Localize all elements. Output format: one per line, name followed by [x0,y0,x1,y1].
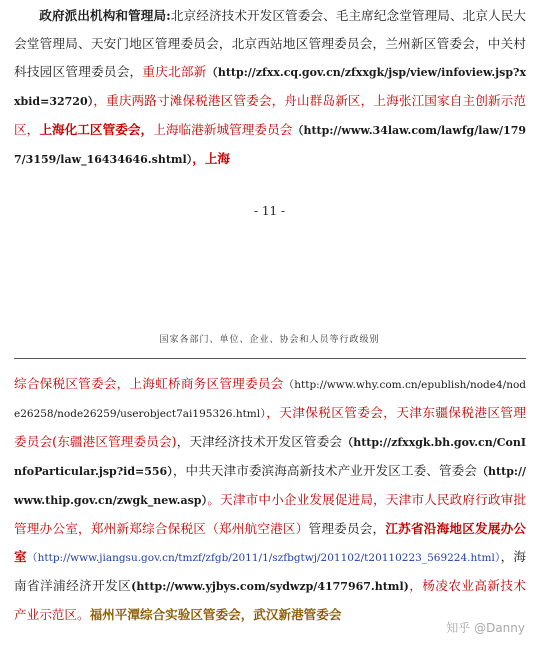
url-text: （http://www.34law.com/lawfg/law/1797/3159/law_16434646.shtml） [14,124,527,166]
document-page-12 [0,298,539,652]
running-header: 国家各部门、单位、企业、协会和人员等行政级别 [159,335,380,345]
url-text: （http://www.thip.gov.cn/zwgk_new.asp） [14,465,527,507]
red-text-segment: 重庆北部新 [142,64,207,79]
text-segment: 北京经济技术开发区管委会、毛主席纪念堂管理局、北京人民大会堂管理局、天安门地区管理委员会，北京西站地区管理委员会，兰州新区管委会，中关村科技园区管理委员会， [14,8,527,79]
red-text-segment: ，杨凌农业高新技术产业示范区。 [14,578,527,622]
body-paragraph [14,370,526,629]
text-segment: 管理委员会， [308,521,386,536]
red-text-segment: ，上海 [192,151,231,166]
lead-colon: : [166,8,171,23]
red-text-segment: 综合保税区管委会，上海虹桥商务区管理委员会 [14,376,284,391]
url-text: （http://www.jiangsu.gov.cn/tmzf/zfgb/2011/1/szfbgtwj/201102/t20110223_569224.html） [26,552,501,564]
url-text: （http://www.why.com.cn/epublish/node4/node26258/node26259/userobject7ai195326.html） [14,379,526,420]
url-text: （http://zfxxgk.bh.gov.cn/ConInfoParticular.jsp?id=556） [14,436,526,478]
body-paragraph [14,2,526,174]
olive-bold-segment: 福州平潭综合实验区管委会，武汉新港管委会 [89,607,342,622]
red-text-segment: ，天津保税区管委会，天津东疆保税港区管理委员会(东疆港区管理委员会) [14,405,527,449]
lead-heading: 政府派出机构和管理局 [39,8,167,23]
text-segment: ，天津经济技术开发区管委会 [176,434,343,449]
document-page-11 [0,0,539,262]
text-segment: ，中共天津市委滨海高新技术产业开发区工委、管委会 [172,463,477,478]
url-text: (http://www.yjbys.com/sydwzp/4177967.html) [131,580,409,593]
red-text-segment: 上海临港新城管理委员会 [153,122,293,137]
red-text-segment: ，重庆两路寸滩保税港区管委会，舟山群岛新区，上海张江国家自主创新示范区， [14,93,526,137]
red-text-segment: 。天津市中小企业发展促进局，天津市人民政府行政审批管理办公室，郑州新郑综合保税区（郑州航空港区） [14,492,527,536]
source-watermark: 知乎 @Danny [446,621,525,635]
red-bold-segment: 江苏省沿海地区发展办公室 [14,521,527,564]
url-text: （http://zfxx.cq.gov.cn/zfxxgk/jsp/view/infoview.jsp?xxbid=32720） [14,66,527,108]
header-rule [14,358,526,359]
page-number: - 11 - [253,204,285,218]
red-bold-segment: 上海化工区管委会， [39,122,154,137]
text-segment: ，海南省洋浦经济开发区 [14,549,527,593]
page-gap [0,262,539,298]
